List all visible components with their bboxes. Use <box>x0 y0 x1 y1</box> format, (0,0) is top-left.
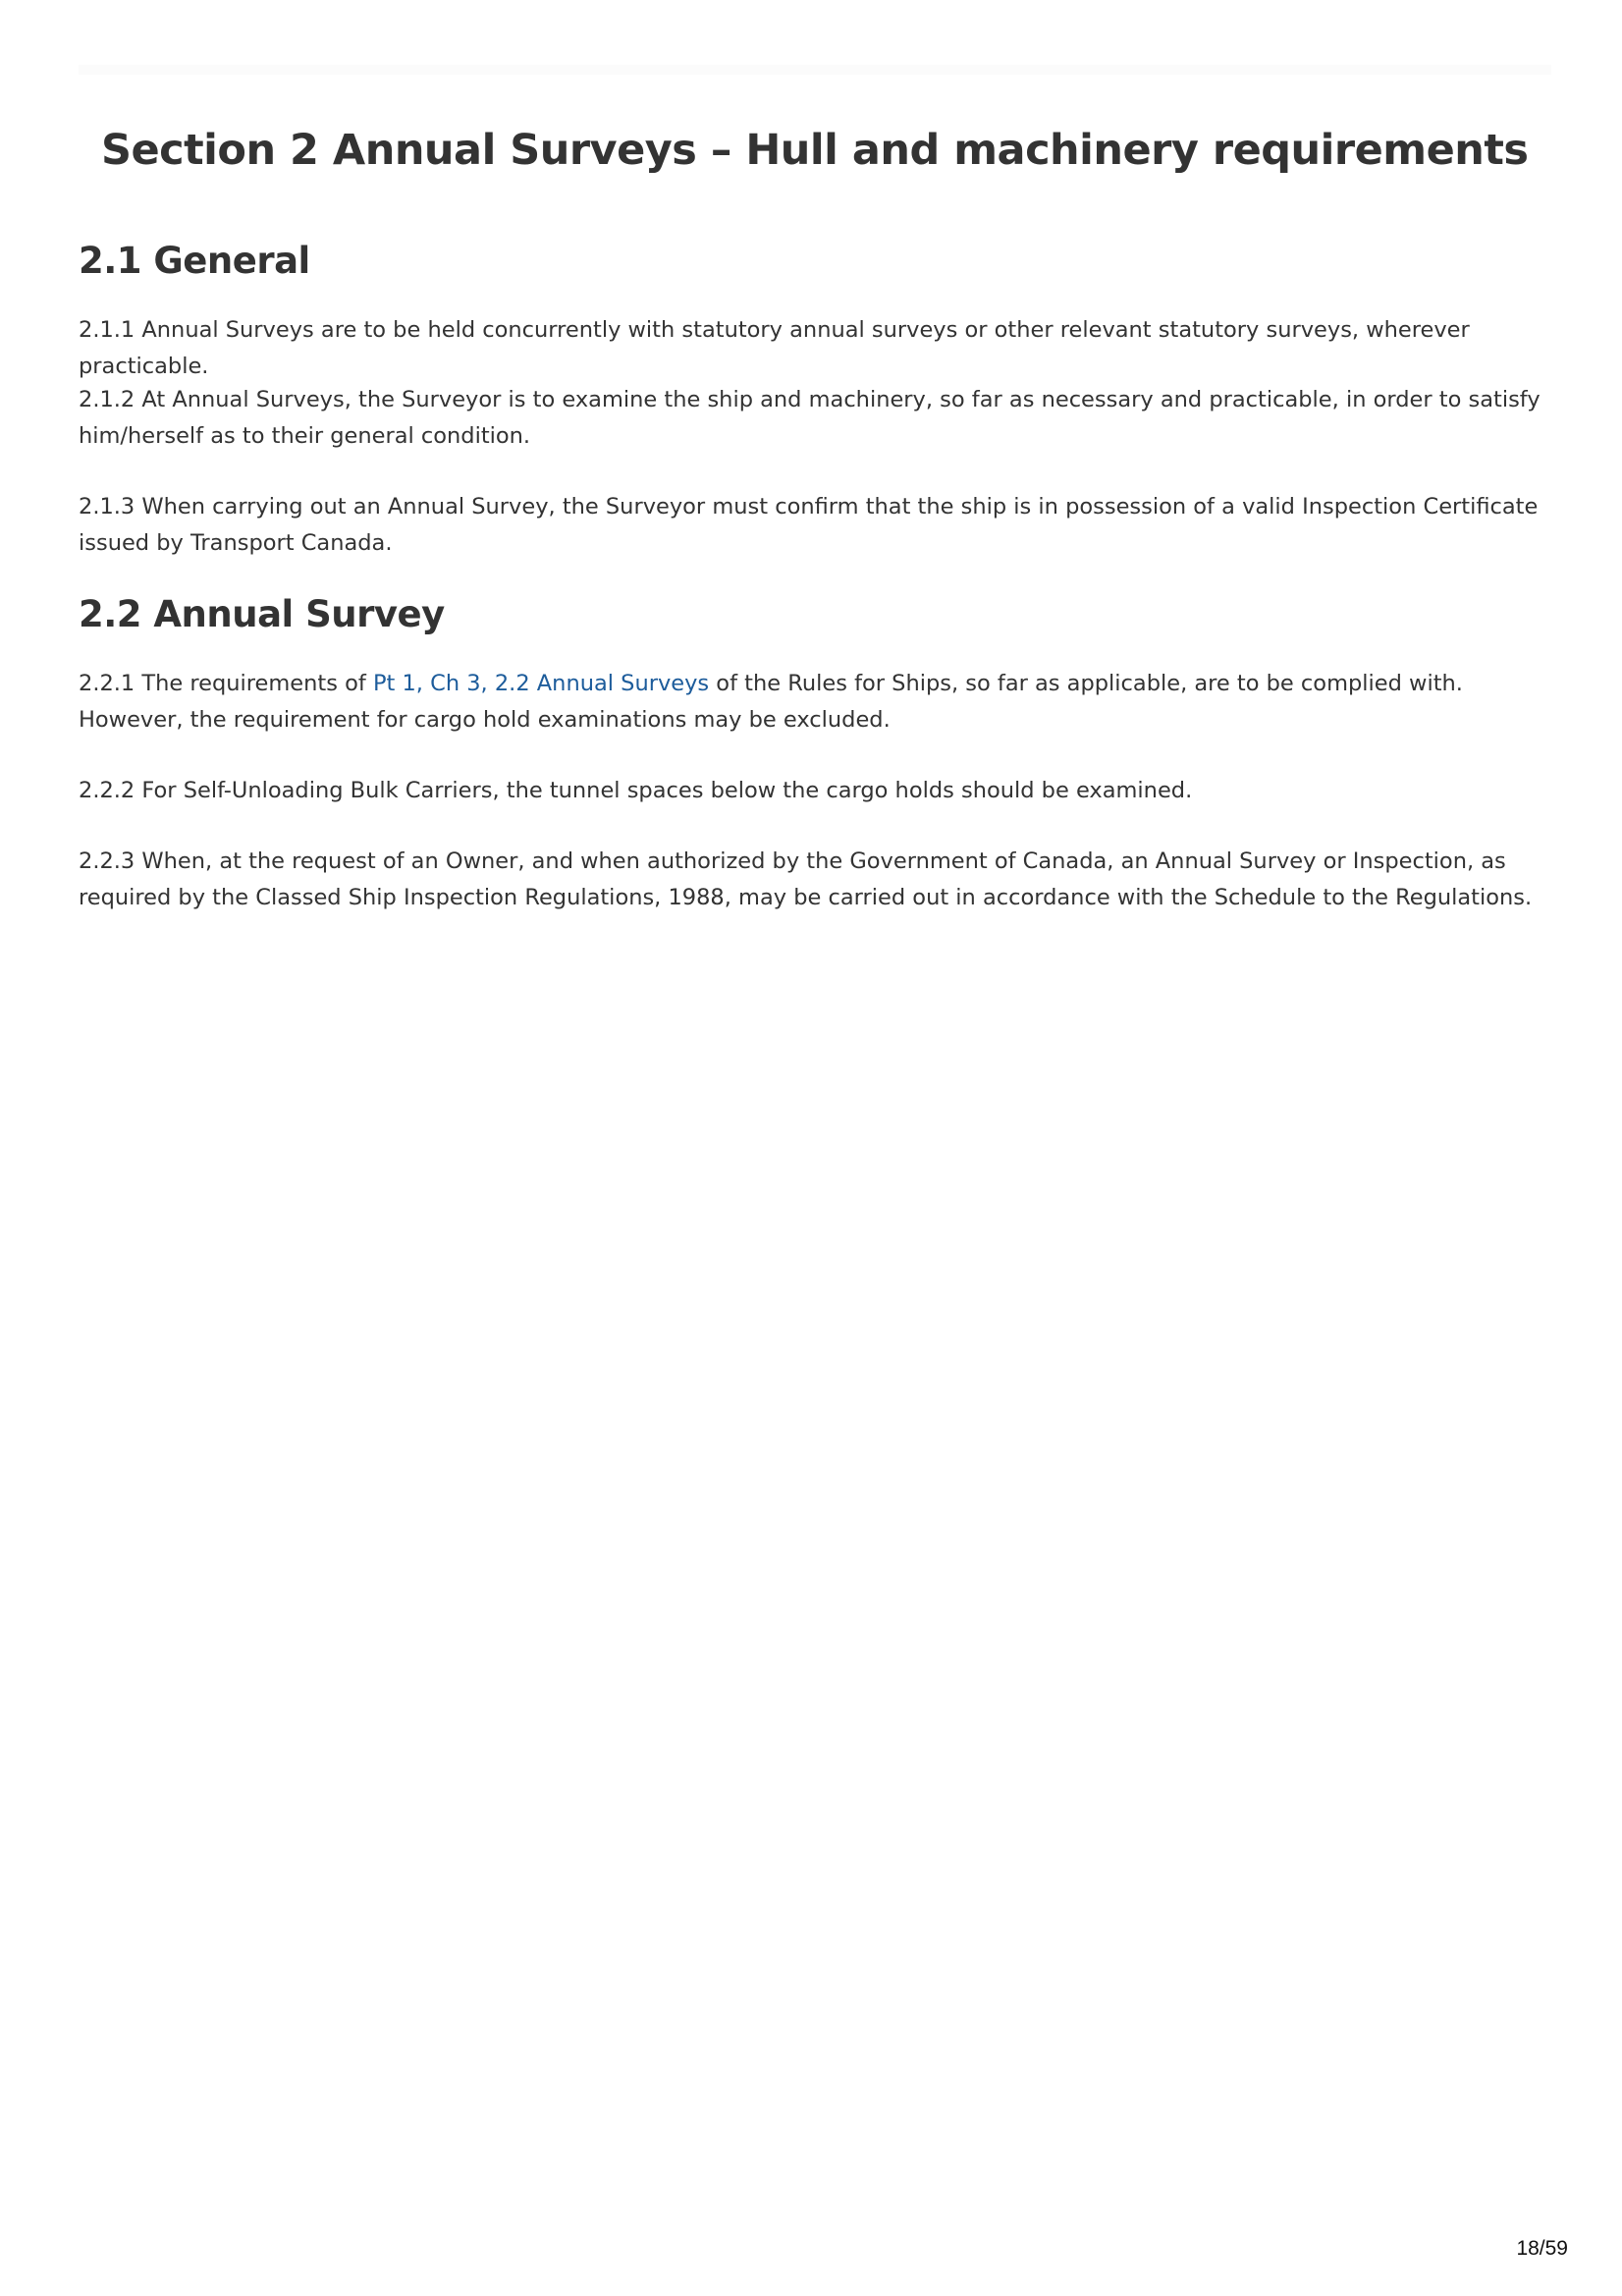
section-heading-annual-survey: 2.2 Annual Survey <box>79 593 445 635</box>
page-title: Section 2 Annual Surveys – Hull and machinery requirements <box>101 126 1529 175</box>
section-heading-general: 2.1 General <box>79 240 310 282</box>
page-number: 18/59 <box>1516 2237 1568 2260</box>
paragraph-2-2-2: 2.2.2 For Self-Unloading Bulk Carriers, the tunnel spaces below the cargo holds should be examined. <box>79 778 1193 803</box>
paragraph-2-1-3: 2.1.3 When carrying out an Annual Survey, the Surveyor must confirm that the ship is in possession of a valid Inspection Certificate issued by Transport Canada. <box>79 494 1539 556</box>
paragraph-2-2-3: 2.2.3 When, at the request of an Owner, and when authorized by the Government of Canada, an Annual Survey or Inspection, as required by the Classed Ship Inspection Regulations, 1988, may be carried out in accordance with the Schedule to the Regulations. <box>79 848 1533 910</box>
paragraph-2-2-1 <box>79 666 1551 738</box>
annual-surveys-rule-link[interactable]: Pt 1, Ch 3, 2.2 Annual Surveys <box>372 671 710 696</box>
paragraph-2-1-1: 2.1.1 Annual Surveys are to be held concurrently with statutory annual surveys or other relevant statutory surveys, wherever practicable. <box>79 317 1470 379</box>
paragraph-2-2-1-tail: of the Rules for Ships, so far as applicable, are to be complied with. However, the requirement for cargo hold examinations may be excluded. <box>79 671 1463 733</box>
paragraph-2-2-1-lead: 2.2.1 The requirements of <box>79 671 373 696</box>
paragraph-2-1-2: 2.1.2 At Annual Surveys, the Surveyor is to examine the ship and machinery, so far as necessary and practicable, in order to satisfy him/herself as to their general condition. <box>79 387 1541 449</box>
top-divider-band <box>79 65 1551 75</box>
